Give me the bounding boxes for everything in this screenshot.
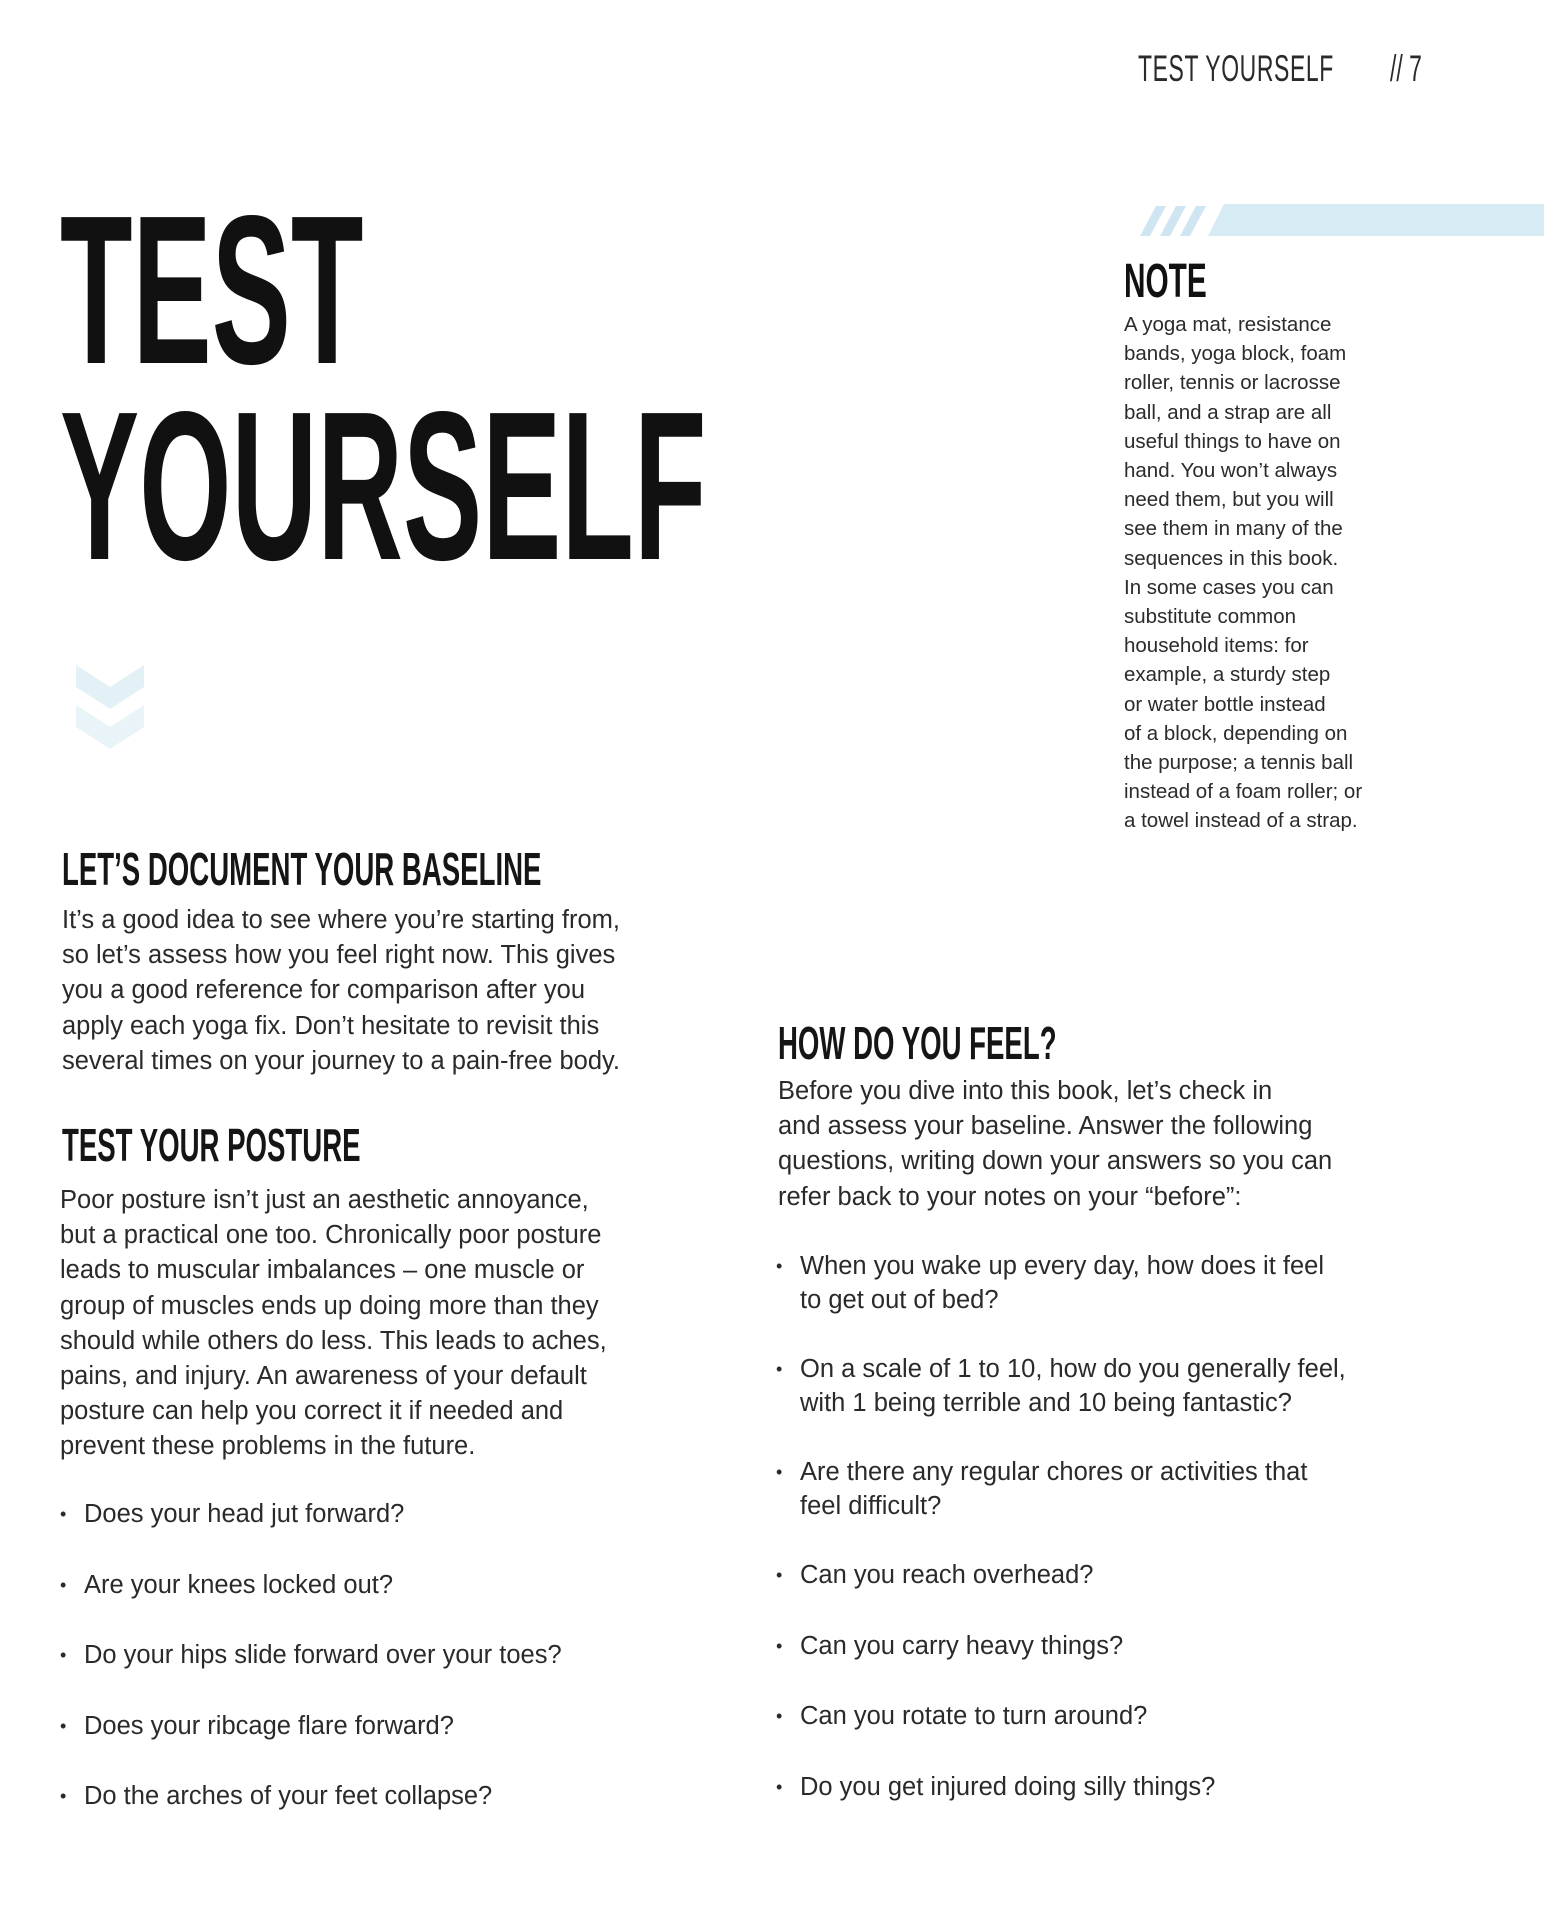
list-item: • Do you get injured doing silly things? — [776, 1771, 1346, 1805]
list-item: • Can you reach overhead? — [776, 1559, 1346, 1593]
page-title-line-2: YOURSELF — [60, 367, 707, 604]
page-title-line-1: TEST — [60, 171, 364, 408]
baseline-heading: LET’S DOCUMENT YOUR BASELINE — [62, 843, 542, 895]
baseline-paragraph: It’s a good idea to see where you’re starting from, so let’s assess how you feel right now. This gives you a good reference for comparison after you apply each yoga fix. Don’t hesitate to revisit this several times on your journey to a pain-free body. — [62, 906, 620, 1075]
posture-question-list — [60, 1498, 562, 1814]
list-item: • Can you carry heavy things? — [776, 1630, 1346, 1664]
running-header-title: TEST YOURSELF — [1138, 48, 1334, 89]
note-heading: NOTE — [1124, 255, 1207, 308]
list-item: • Can you rotate to turn around? — [776, 1700, 1346, 1734]
posture-paragraph: Poor posture isn’t just an aesthetic annoyance, but a practical one too. Chronically poor posture leads to muscular imbalances – one muscle or group of muscles ends up doing more than they should while others do less. This leads to aches, pains, and injury. An awareness of your default posture can help you correct it if needed and prevent these problems in the future. — [60, 1186, 607, 1461]
list-item: • Do the arches of your feet collapse? — [60, 1780, 562, 1814]
list-item: • Do your hips slide forward over your toes? — [60, 1639, 562, 1673]
list-item: • On a scale of 1 to 10, how do you generally feel, with 1 being terrible and 10 being fantastic? — [776, 1353, 1346, 1420]
posture-heading: TEST YOUR POSTURE — [62, 1119, 361, 1171]
list-item: • When you wake up every day, how does it feel to get out of bed? — [776, 1250, 1346, 1317]
feel-heading: HOW DO YOU FEEL? — [778, 1017, 1057, 1069]
note-stripe-decoration — [1126, 196, 1544, 236]
page-title — [60, 171, 1214, 604]
list-item: • Are your knees locked out? — [60, 1569, 562, 1603]
page-number: // 7 — [1390, 48, 1422, 89]
list-item: • Does your head jut forward? — [60, 1498, 562, 1532]
feel-question-list — [776, 1250, 1346, 1804]
list-item: • Are there any regular chores or activities that feel difficult? — [776, 1456, 1346, 1523]
feel-paragraph: Before you dive into this book, let’s check in and assess your baseline. Answer the following questions, writing down your answers so you can refer back to your notes on your “before”: — [778, 1077, 1333, 1211]
chevron-down-icon — [76, 665, 144, 765]
note-body: A yoga mat, resistance bands, yoga block, foam roller, tennis or lacrosse ball, and a strap are all useful things to have on hand. You won’t always need them, but you will see them in many of the sequences in this book. In some cases you can substitute common household items: for example, a sturdy step or water bottle instead of a block, depending on the purpose; a tennis ball instead of a foam roller; or a towel instead of a strap. — [1124, 313, 1363, 833]
list-item: • Does your ribcage flare forward? — [60, 1710, 562, 1744]
